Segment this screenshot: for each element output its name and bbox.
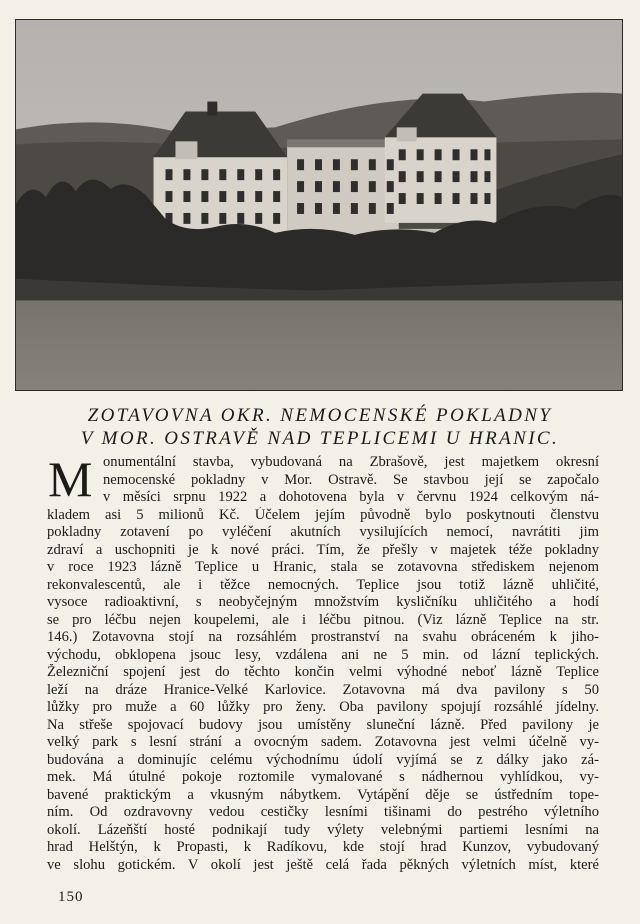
text-line: v měsíci srpnu 1922 a dohotovena byla v červnu 1924 celkovým ná- bbox=[103, 489, 599, 505]
text-line: ním. Od ozdravovny vedou cestičky lesními tišinami do pestrého výletního bbox=[47, 804, 599, 820]
text-line: budována a dominujíc celému východnímu údolí vyjímá se z dálky jako zá- bbox=[47, 751, 599, 768]
meadow bbox=[16, 300, 622, 390]
article-body bbox=[47, 451, 599, 874]
text-line: v roce 1923 lázně Teplice u Hranic, stala se zotavovna střediskem nejenom bbox=[47, 559, 599, 575]
text-line: Železniční spojení jest do těchto končin velmi výhodné neboť lázně Teplice bbox=[47, 664, 599, 680]
text-line: vysoce radioaktivní, s neobyčejným množstvím kysličníku uhličitého a hodí bbox=[47, 594, 599, 610]
text-line: leží na dráze Hranice-Velké Karlovice. Zotavovna má dva pavilony s 50 bbox=[47, 681, 599, 698]
text-line: lůžky pro muže a 60 lůžky pro ženy. Oba pavilony spojují rozsáhlé jídelny. bbox=[47, 699, 599, 715]
text-line: velký park s lesní strání a ovocným sadem. Zotavovna jest velmi účelně vy- bbox=[47, 734, 599, 750]
text-line: mek. Má útulné pokoje roztomile vymalované s nádhernou vyhlídkou, vy- bbox=[47, 769, 599, 785]
article-title-line-1: ZOTAVOVNA OKR. NEMOCENSKÉ POKLADNY bbox=[87, 405, 553, 426]
photo-illustration bbox=[16, 20, 622, 390]
page-number: 150 bbox=[58, 889, 84, 905]
text-line: východu, obklopena jsouc lesy, vzdálena ani ne 5 min. od lázní teplických. bbox=[47, 646, 599, 663]
article-title-line-2: V MOR. OSTRAVĚ NAD TEPLICEMI U HRANIC. bbox=[80, 428, 560, 449]
text-line: pokladny zotavení po vyléčení akutních vysilujících nemocí, navrátiti jim bbox=[47, 524, 599, 540]
text-line: ve slohu gotickém. V okolí jest ještě celá řada pěkných výletních míst, které bbox=[47, 856, 599, 873]
text-line: Na střeše spojovací budovy jsou umístěny sluneční lázně. Před pavilony je bbox=[47, 716, 599, 733]
drop-cap: M bbox=[48, 451, 93, 507]
text-line: onumentální stavba, vybudovaná na Zbrašově, jest majetkem okresní bbox=[103, 454, 599, 470]
text-line: 146.) Zotavovna stojí na rozsáhlém prostranství na svahu obráceném k jiho- bbox=[47, 629, 599, 645]
text-line: kladem asi 5 milionů Kč. Účelem jejím původně bylo poskytnouti členstvu bbox=[47, 506, 599, 523]
sanatorium-photo bbox=[15, 19, 623, 391]
text-line: okolí. Lázeňští hosté podnikají tudy výlety velebnými partiemi lesními na bbox=[47, 821, 599, 838]
text-line: hrad Helštýn, k Propasti, k Radíkovu, kde stojí hrad Kunzov, vybudovaný bbox=[47, 839, 599, 855]
text-line: nemocenské pokladny v Mor. Ostravě. Se stavbou její se započalo bbox=[103, 471, 599, 488]
text-line: rekonvalescentů, ale i těžce nemocných. Teplice jsou totiž lázně uhličité, bbox=[47, 576, 599, 593]
text-line: zdraví a uschopniti je k nové práci. Tím, že přešly v majetek téže pokladny bbox=[47, 541, 599, 558]
text-line: se pro léčbu nejen koupelemi, ale i léčbu pitnou. (Viz lázně Teplice na str. bbox=[47, 611, 599, 628]
text-line: bavené praktickým a vkusným nábytkem. Vytápění děje se ústředním tope- bbox=[47, 786, 599, 803]
